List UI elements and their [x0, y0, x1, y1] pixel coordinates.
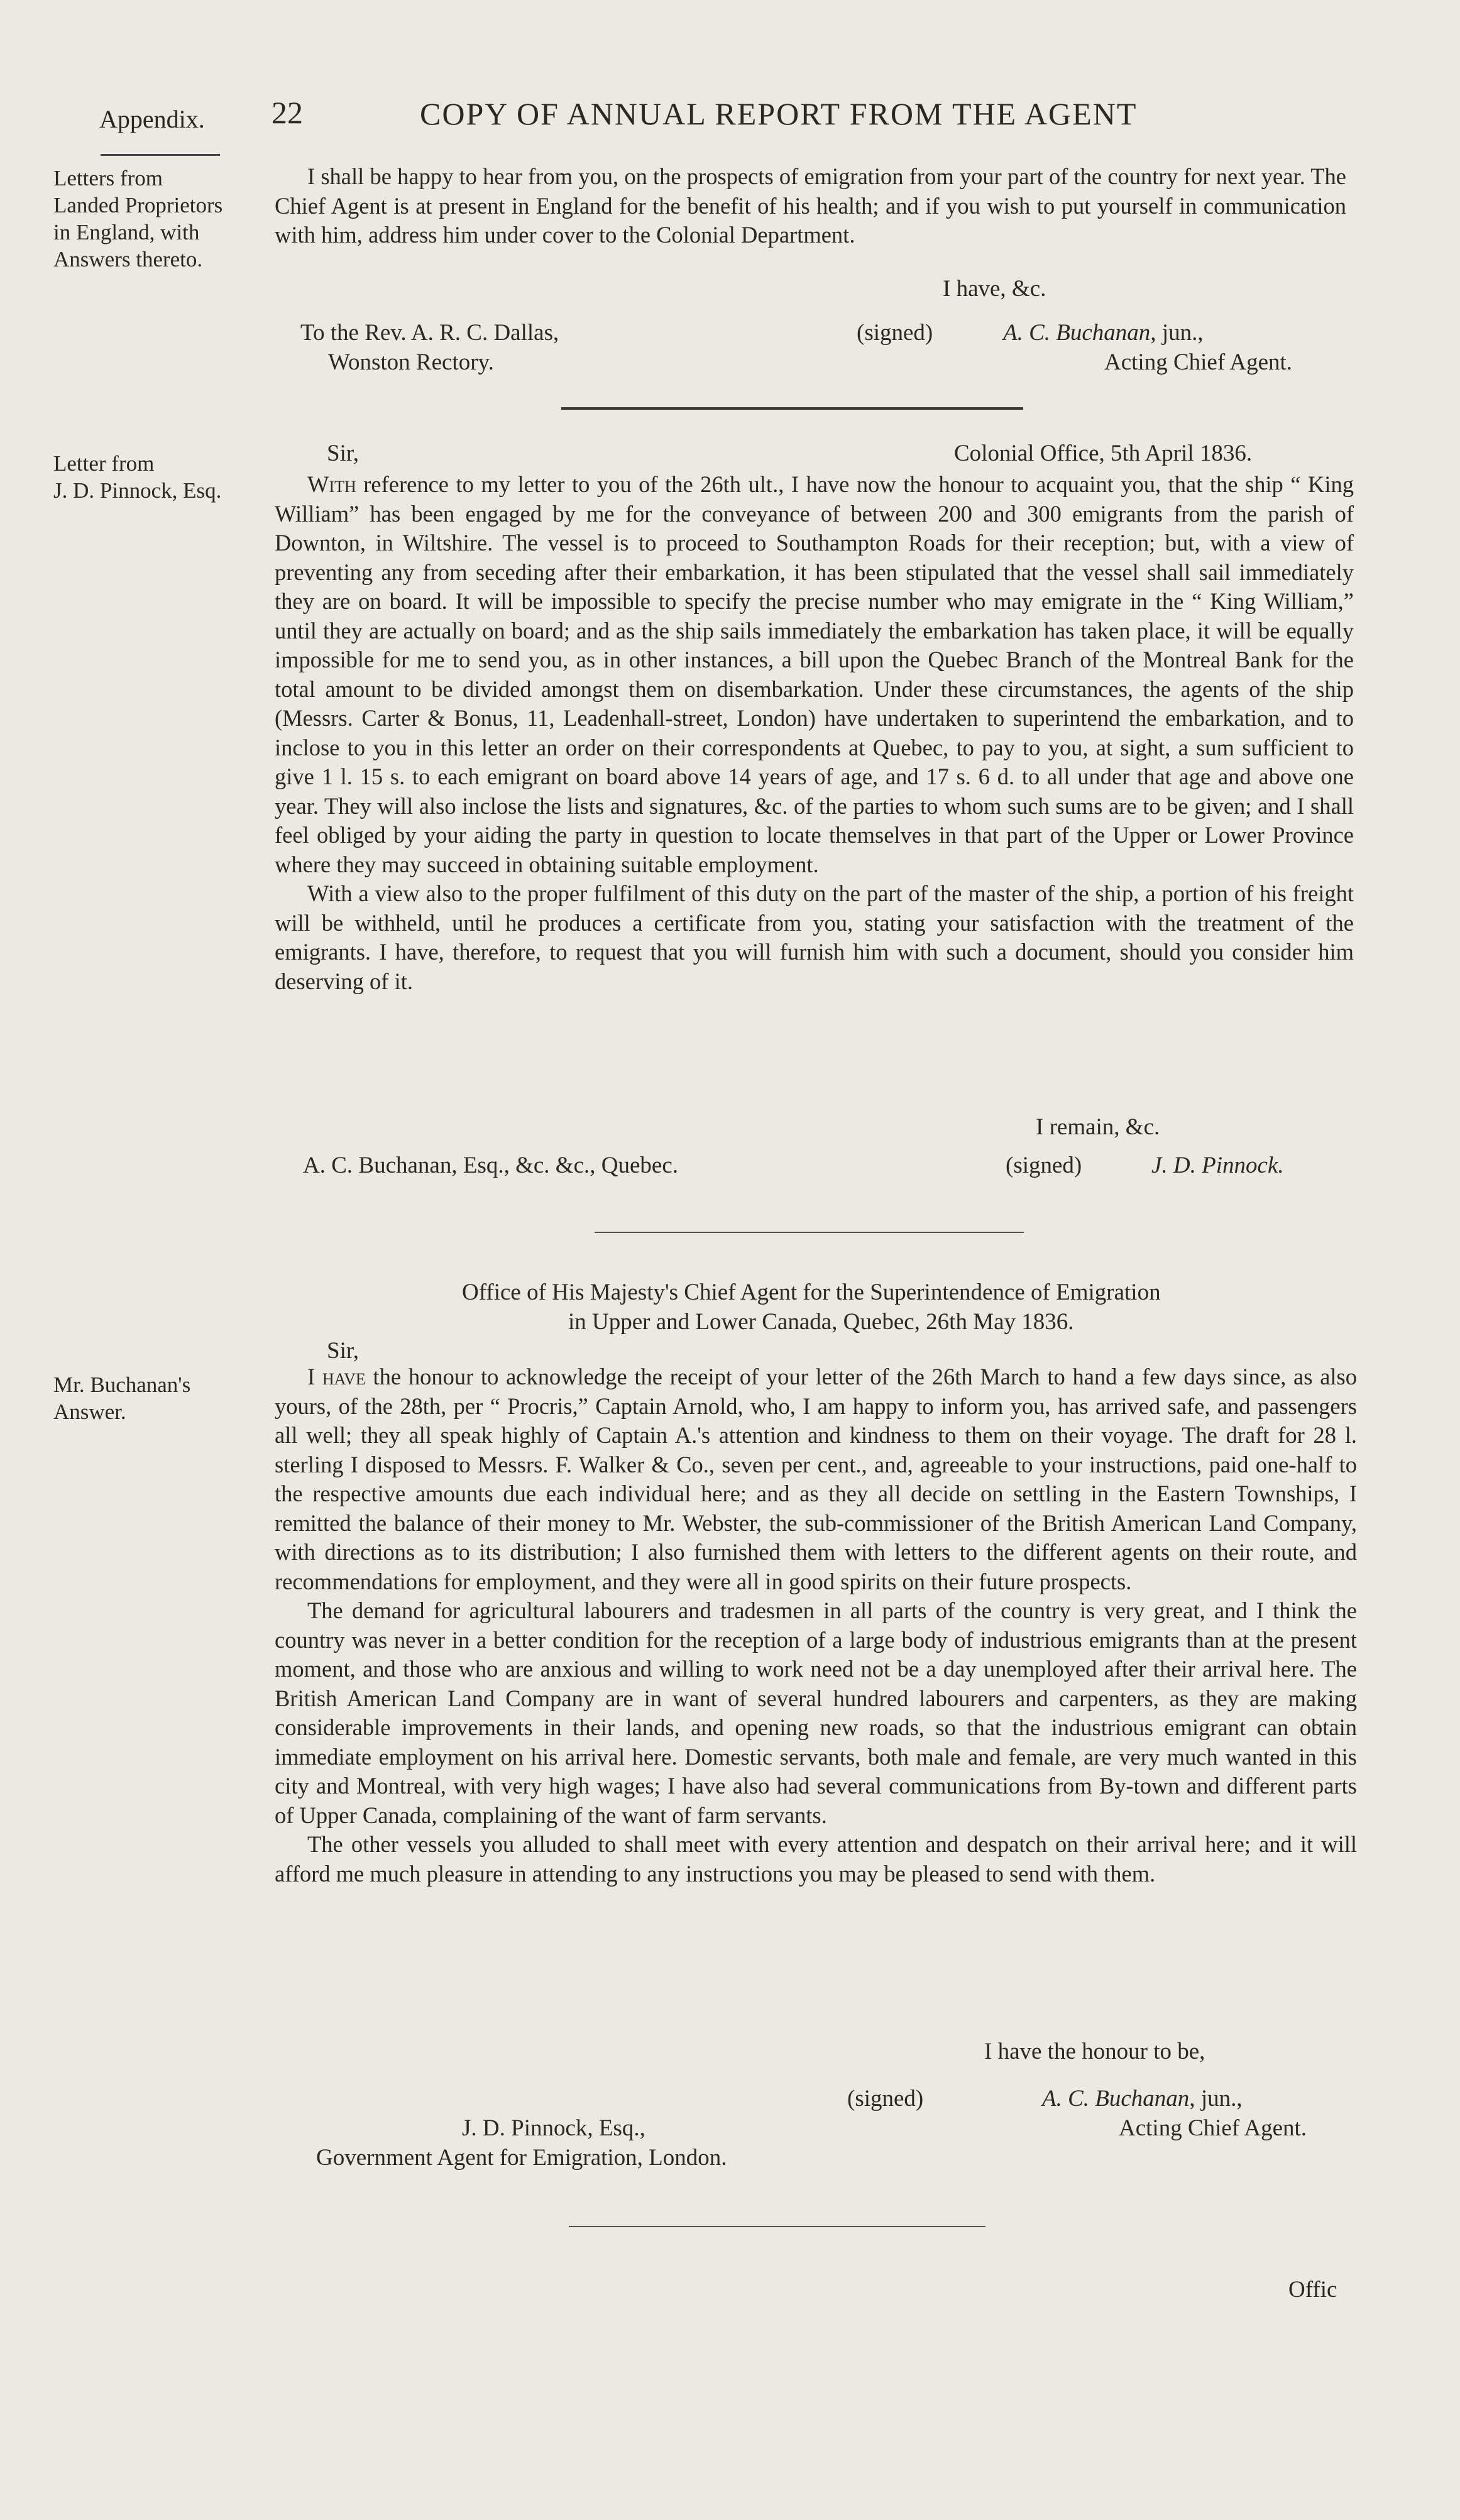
- section-divider: [595, 1232, 1024, 1233]
- margin-note-buchanan-answer: [53, 1371, 267, 1425]
- letter2-paragraph-1: [275, 470, 1354, 879]
- letter3-paragraph-1: [275, 1362, 1357, 1596]
- page-number: 22: [272, 95, 303, 130]
- letter3-heading-line2: in Upper and Lower Canada, Quebec, 26th May 1836.: [568, 1309, 1074, 1335]
- margin-note-line: J. D. Pinnock, Esq.: [53, 478, 222, 503]
- appendix-label: Appendix.: [99, 105, 205, 133]
- margin-note-letters-from-proprietors: [53, 165, 267, 273]
- letter3-signature: [1042, 2085, 1243, 2112]
- letter2-signature: [1151, 1152, 1284, 1179]
- letter3-paragraph-1-text: the honour to acknowledge the receipt of your letter of the 26th March to hand a few days since, as also yours, of the 28th, per “ Procris,” Captain Arnold, who, I am happy to inform you, has arrived safe, and passengers all well; they all speak highly of Captain A.'s attention and kindness to them on their voyage. The draft for 28 l. sterling I disposed to Messrs. F. Walker & Co., seven per cent., and, agreeable to your instructions, paid one-half to the respective amounts due each individual here; and as they all decide on settling in the Eastern Townships, I remitted the balance of their money to Mr. Webster, the sub-commissioner of the British American Land Company, with directions as to its distribution; I also furnished them with letters to the different agents on their route, and recommendations for employment, and they were all in good spirits on their future prospects.: [275, 1364, 1357, 1594]
- letter3-signature-title: Acting Chief Agent.: [1119, 2115, 1307, 2141]
- margin-note-line: Mr. Buchanan's: [53, 1372, 191, 1397]
- margin-note-line: Answers thereto.: [53, 247, 203, 271]
- letter2-addressee: A. C. Buchanan, Esq., &c. &c., Quebec.: [303, 1153, 678, 1178]
- letter2-closing: I remain, &c.: [1036, 1114, 1160, 1140]
- catchword: Offic: [1288, 2277, 1337, 2303]
- section-divider: [569, 2226, 985, 2227]
- letter1-signature-suffix: , jun.,: [1150, 320, 1204, 346]
- letter3-heading-line1: Office of His Majesty's Chief Agent for the Superintendence of Emigration: [462, 1279, 1161, 1305]
- letter3-body: [275, 1362, 1357, 1888]
- letter3-addressee-office: Government Agent for Emigration, London.: [316, 2145, 727, 2171]
- letter3-salutation: Sir,: [327, 1338, 359, 1364]
- letter3-opening-word: I have: [307, 1364, 366, 1389]
- letter1-body: [275, 162, 1346, 250]
- page-title: COPY OF ANNUAL REPORT FROM THE AGENT: [420, 96, 1138, 131]
- letter3-signed: (signed): [847, 2086, 924, 2112]
- letter2-salutation: Sir,: [327, 441, 359, 466]
- margin-note-line: Letter from: [53, 451, 155, 476]
- letter1-addressee: To the Rev. A. R. C. Dallas,: [300, 320, 559, 346]
- letter2-signature-name: J. D. Pinnock.: [1151, 1153, 1284, 1178]
- margin-note-line: Landed Proprietors: [53, 193, 223, 217]
- letter3-addressee: J. D. Pinnock, Esq.,: [462, 2115, 645, 2141]
- letter2-paragraph-2: With a view also to the proper fulfilment of this duty on the part of the master of the ship, a portion of his freight will be withheld, until he produces a certificate from you, stating your satisfaction with the treatment of the emigrants. I have, therefore, to request that you will furnish him with such a document, should you consider him deserving of it.: [275, 880, 1354, 994]
- section-divider: [561, 407, 1023, 410]
- running-head: [0, 94, 1460, 138]
- appendix-rule: [101, 154, 220, 156]
- letter3-closing: I have the honour to be,: [984, 2039, 1205, 2064]
- margin-note-pinnock-letter: [53, 450, 267, 504]
- letter1-signature-name: A. C. Buchanan: [1003, 320, 1151, 346]
- letter2-dateline: Colonial Office, 5th April 1836.: [954, 441, 1253, 466]
- letter1-addressee-place: Wonston Rectory.: [328, 349, 494, 375]
- letter3-paragraph-3: The other vessels you alluded to shall meet with every attention and despatch on their arrival here; and it will afford me much pleasure in attending to any instructions you may be pleased to send with them.: [275, 1831, 1357, 1887]
- letter2-paragraph-1-text: reference to my letter to you of the 26th ult., I have now the honour to acquaint you, that the ship “ King William” has been engaged by me for the conveyance of between 200 and 300 emigrants from the parish of Downton, in Wiltshire. The vessel is to proceed to Southampton Roads for their reception; but, with a view of preventing any from seceding after their embarkation, it has been stipulated that the vessel shall sail immediately they are on board. It will be impossible to specify the precise number who may emigrate in the “ King William,” until they are actually on board; and as the ship sails immediately the embarkation has taken place, it will be equally impossible for me to send you, as in other instances, a bill upon the Quebec Branch of the Montreal Bank for the total amount to be divided amongst them on disembarkation. Under these circumstances, the agents of the ship (Messrs. Carter & Bonus, 11, Leadenhall-street, London) have undertaken to superintend the embarkation, and to inclose to you in this letter an order on their correspondents at Quebec, to pay to you, at sight, a sum sufficient to give 1 l. 15 s. to each emigrant on board above 14 years of age, and 17 s. 6 d. to all under that age and above one year. They will also inclose the lists and signatures, &c. of the parties to whom such sums are to be given; and I shall feel obliged by your aiding the party in question to locate themselves in that part of the Upper or Lower Province where they may succeed in obtaining suitable employment.: [275, 471, 1354, 877]
- letter2-body: [275, 470, 1354, 996]
- letter1-signature: [1003, 319, 1204, 346]
- margin-note-line: in England, with: [53, 220, 200, 244]
- letter1-closing: I have, &c.: [943, 276, 1046, 302]
- letter3-signature-name: A. C. Buchanan: [1042, 2086, 1190, 2112]
- letter1-paragraph: I shall be happy to hear from you, on the prospects of emigration from your part of the country for next year. The Chief Agent is at present in England for the benefit of his health; and if you wish to put yourself in communication with him, address him under cover to the Colonial Department.: [275, 163, 1346, 248]
- letter3-paragraph-2: The demand for agricultural labourers and tradesmen in all parts of the country is very great, and I think the country was never in a better condition for the reception of a large body of industrious emigrants than at the present moment, and those who are anxious and willing to work need not be a day unemployed after their arrival here. The British American Land Company are in want of several hundred labourers and carpenters, as they are making considerable improvements in their lands, and opening new roads, so that the industrious emigrant can obtain immediate employment on his arrival here. Domestic servants, both male and female, are very much wanted in this city and Montreal, with very high wages; I have also had several communications from By-town and different parts of Upper Canada, complaining of the want of farm servants.: [275, 1597, 1357, 1828]
- margin-note-line: Answer.: [53, 1400, 126, 1424]
- letter2-signed: (signed): [1006, 1153, 1082, 1178]
- letter3-signature-suffix: , jun.,: [1189, 2086, 1243, 2112]
- letter1-signed: (signed): [857, 320, 933, 346]
- margin-note-line: Letters from: [53, 166, 163, 190]
- letter1-signature-title: Acting Chief Agent.: [1104, 349, 1293, 375]
- letter2-opening-word: With: [307, 471, 356, 497]
